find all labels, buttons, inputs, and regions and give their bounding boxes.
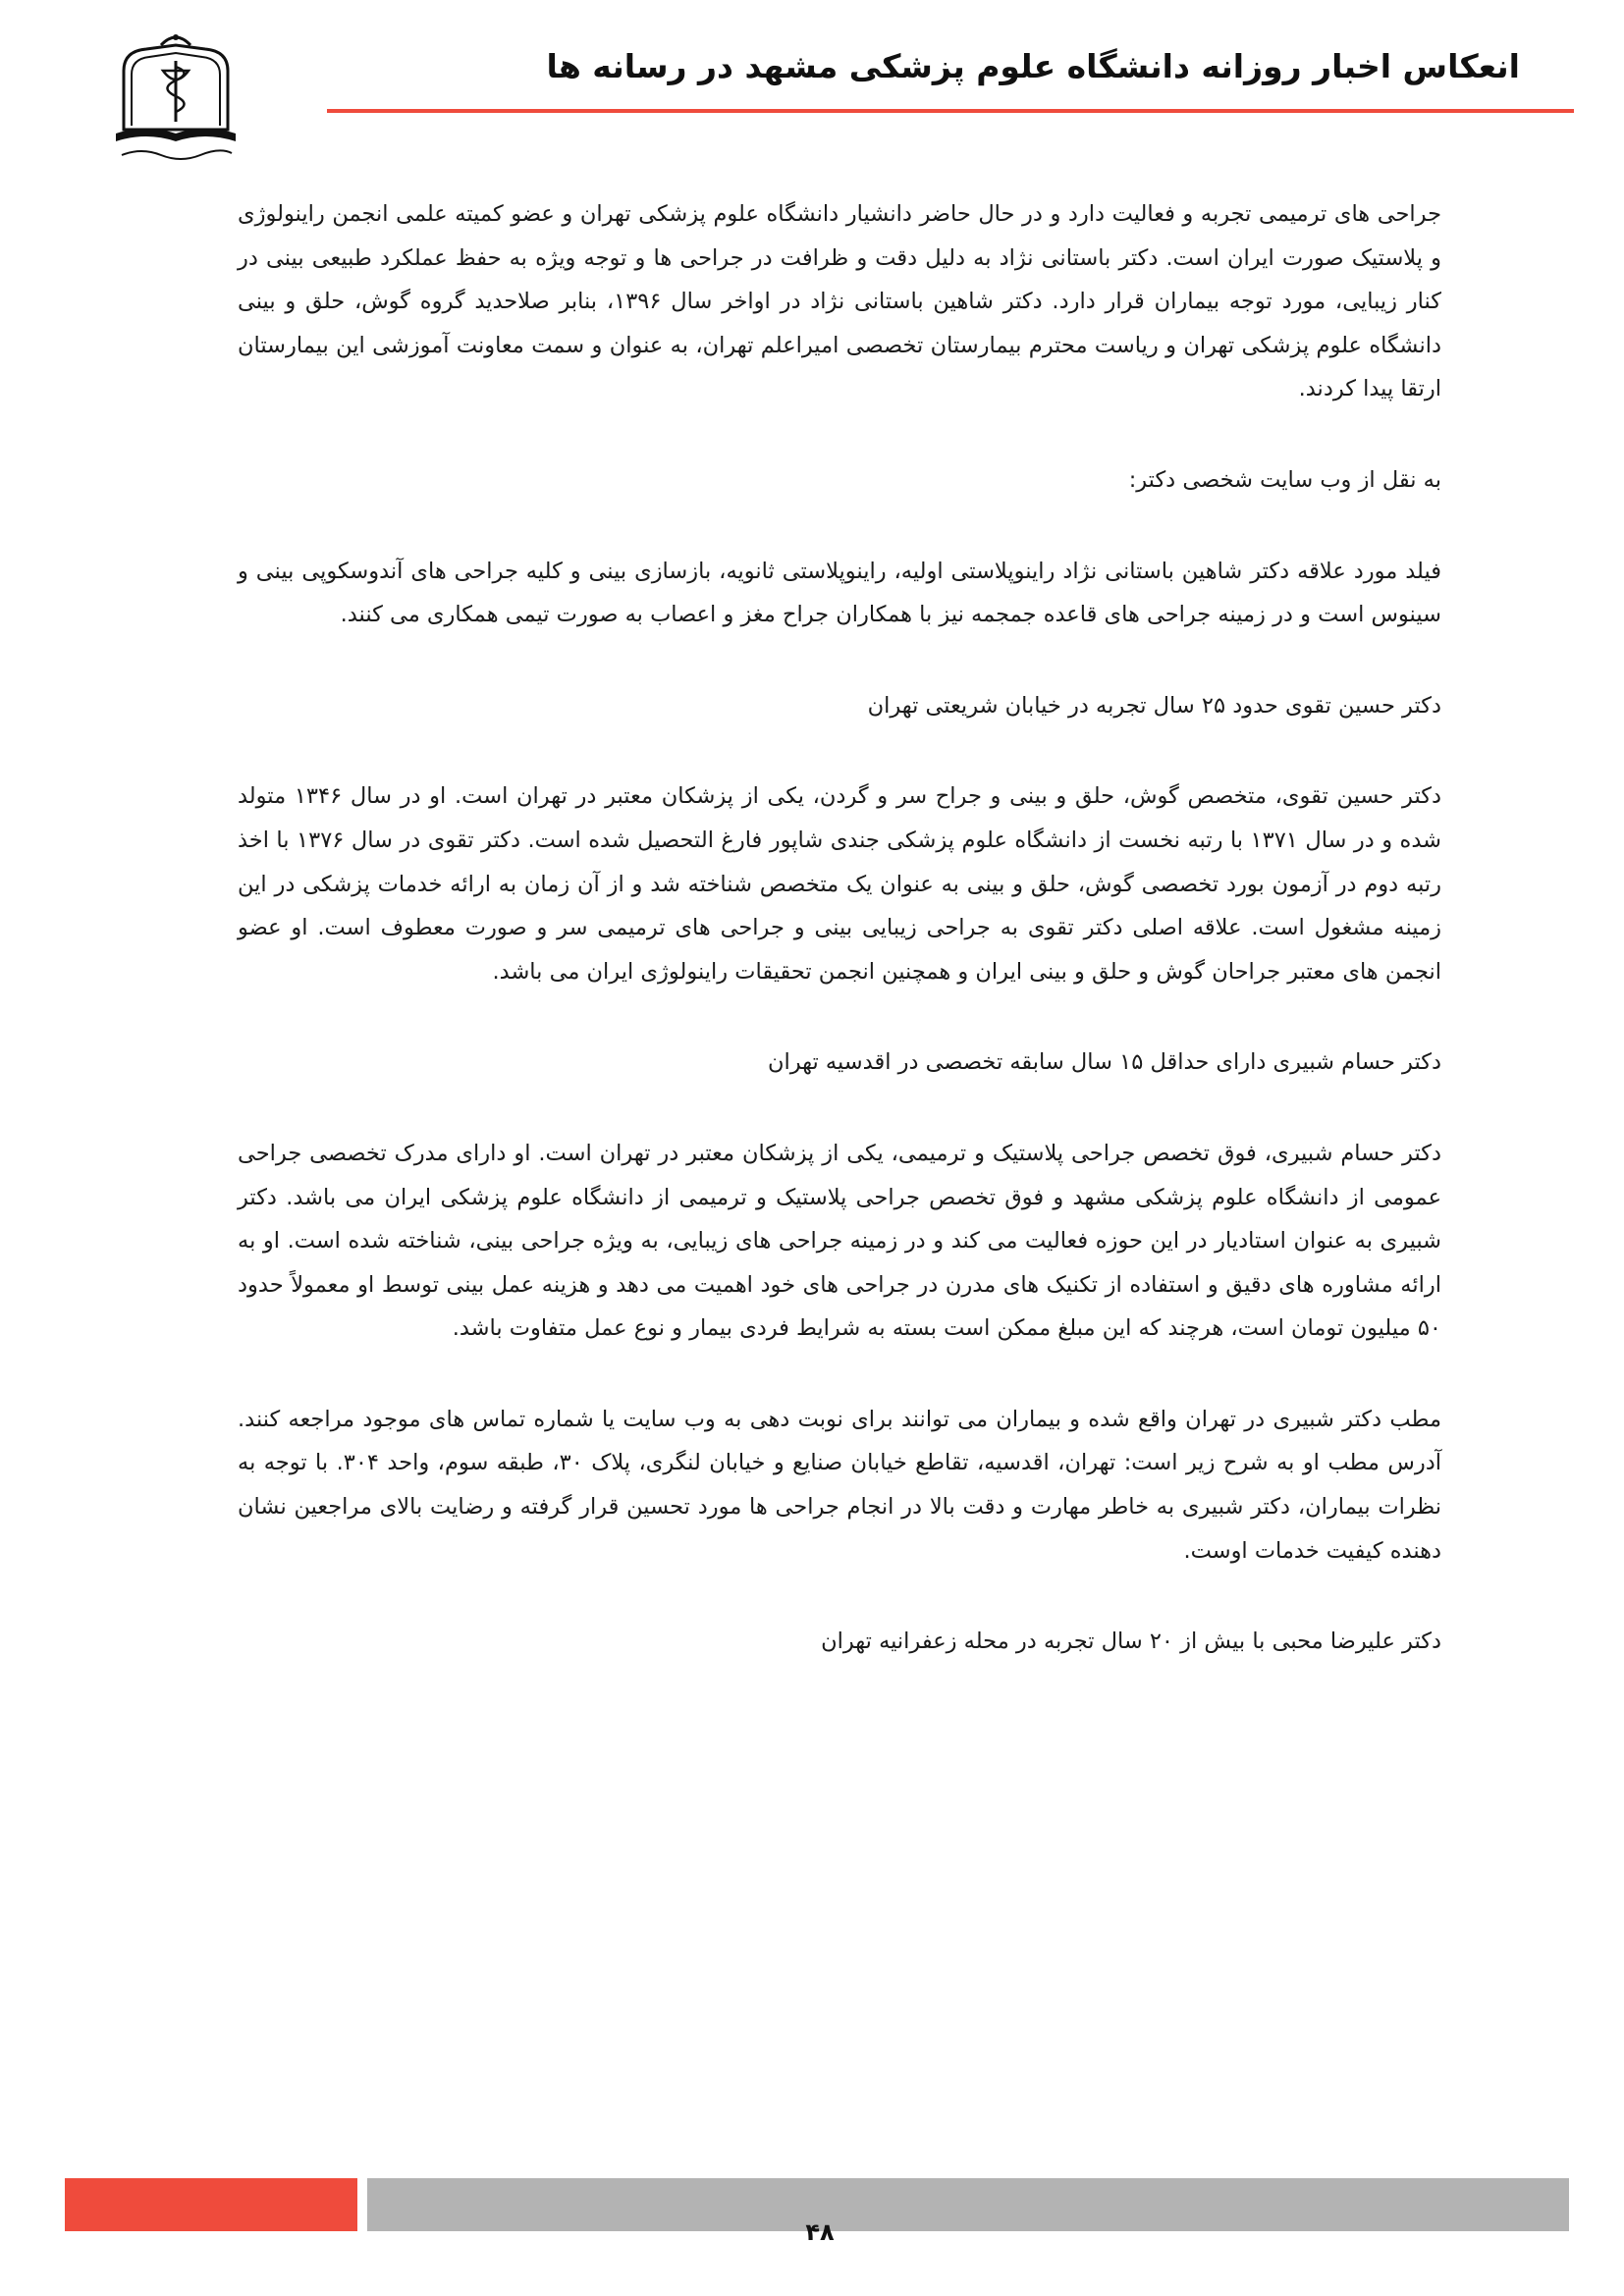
university-logo [102, 31, 249, 169]
heading-shobeiri: دکتر حسام شبیری دارای حداقل ۱۵ سال سابقه تخصصی در اقدسیه تهران [767, 1049, 1441, 1076]
paragraph-taghavi-bio: دکتر حسین تقوی، متخصص گوش، حلق و بینی و جراح سر و گردن، یکی از پزشکان معتبر در تهران است. او در سال ۱۳۴۶ متولد شده و در سال ۱۳۷۱ با رتبه نخست از دانشگاه علوم پزشکی جندی شاپور فارغ التحصیل شده است. دکتر تقوی در سال ۱۳۷۶ با اخذ رتبه دوم در آزمون بورد تخصصی گوش، حلق و بینی به عنوان یک متخصص شناخته شد و از آن زمان به ارائه خدمات پزشکی در این زمینه مشغول است. علاقه اصلی دکتر تقوی به جراحی زیبایی بینی و جراحی های ترمیمی سر و صورت معطوف است. او عضو انجمن های معتبر جراحان گوش و حلق و بینی ایران و همچنین انجمن تحقیقات راینولوژی ایران می باشد. [238, 783, 1441, 985]
page-number: ۴۸ [805, 2218, 835, 2246]
paragraph-shobeiri-bio: دکتر حسام شبیری، فوق تخصص جراحی پلاستیک و ترمیمی، یکی از پزشکان معتبر در تهران است. او دارای مدرک تخصصی جراحی عمومی از دانشگاه علوم پزشکی مشهد و فوق تخصص جراحی پلاستیک و ترمیمی از دانشگاه علوم پزشکی ایران می باشد. دکتر شبیری به عنوان استادیار در این حوزه فعالیت می کند و در زمینه جراحی های زیبایی، به ویژه جراحی بینی، شناخته شده است. او به ارائه مشاوره های دقیق و استفاده از تکنیک های مدرن در جراحی های خود اهمیت می دهد و هزینه عمل بینی توسط او معمولاً حدود ۵۰ میلیون تومان است، هرچند که این مبلغ ممکن است بسته به شرایط فردی بیمار و نوع عمل متفاوت باشد. [238, 1140, 1441, 1342]
paragraph-quote-source: به نقل از وب سایت شخصی دکتر: [1128, 466, 1441, 493]
page-header-title: انعکاس اخبار روزانه دانشگاه علوم پزشکی مشهد در رسانه ها [546, 47, 1520, 85]
footer-gray-bar [367, 2178, 1569, 2231]
footer-red-bar [65, 2178, 357, 2231]
header-divider [327, 109, 1574, 113]
heading-mohebbi: دکتر علیرضا محبی با بیش از ۲۰ سال تجربه در محله زعفرانیه تهران [821, 1629, 1441, 1655]
heading-taghavi: دکتر حسین تقوی حدود ۲۵ سال تجربه در خیابان شریعتی تهران [867, 692, 1441, 719]
paragraph-shobeiri-office: مطب دکتر شبیری در تهران واقع شده و بیماران می توانند برای نوبت دهی به وب سایت یا شماره تماس های موجود مراجعه کنند. آدرس مطب او به شرح زیر است: تهران، اقدسیه، تقاطع خیابان صنایع و خیابان لنگری، پلاک ۳۰، طبقه سوم، واحد ۳۰۴. با توجه به نظرات بیماران، دکتر شبیری به خاطر مهارت و دقت بالا در انجام جراحی ها مورد تحسین قرار گرفته و رضایت بالای مراجعین نشان دهنده کیفیت خدمات اوست. [238, 1406, 1441, 1564]
paragraph-bastani-focus: فیلد مورد علاقه دکتر شاهین باستانی نژاد راینوپلاستی اولیه، راینوپلاستی ثانویه، بازسازی بینی و کلیه جراحی های آندوسکوپی بینی و سینوس است و در زمینه جراحی های قاعده جمجمه نیز با همکاران جراح مغز و اعصاب به صورت تیمی همکاری می کنند. [238, 558, 1441, 628]
paragraph-bastani-intro: جراحی های ترمیمی تجربه و فعالیت دارد و در حال حاضر دانشیار دانشگاه علوم پزشکی تهران و عضو کمیته علمی انجمن راینولوژی و پلاستیک صورت ایران است. دکتر باستانی نژاد به دلیل دقت و ظرافت در جراحی ها و توجه ویژه به حفظ عملکرد طبیعی بینی در کنار زیبایی، مورد توجه بیماران قرار دارد. دکتر شاهین باستانی نژاد در اواخر سال ۱۳۹۶، بنابر صلاحدید گروه گوش، حلق و بینی دانشگاه علوم پزشکی تهران و ریاست محترم بیمارستان تخصصی امیراعلم تهران، به عنوان و سمت معاونت آموزشی این بیمارستان ارتقا پیدا کردند. [238, 201, 1441, 402]
article-body [238, 192, 1441, 1664]
